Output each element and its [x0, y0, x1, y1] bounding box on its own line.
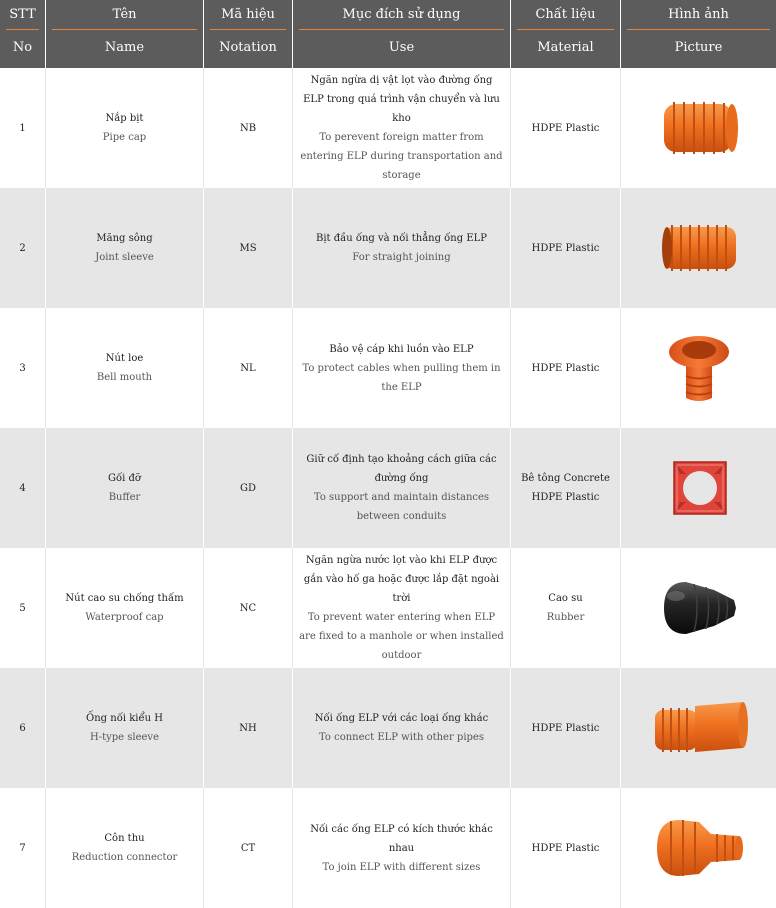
header-notation-vi: Mã hiệu — [221, 7, 275, 22]
row-picture — [621, 668, 776, 788]
header-no-en: No — [12, 40, 33, 55]
row-notation: GD — [204, 428, 293, 548]
row-use — [293, 188, 511, 308]
name-vi: Nắp bịt — [105, 113, 144, 124]
name-en: Waterproof cap — [85, 612, 164, 623]
header-material — [511, 0, 621, 68]
name-vi: Ống nối kiểu H — [86, 713, 163, 724]
row-notation: CT — [204, 788, 293, 908]
row-picture — [621, 188, 776, 308]
name-en: Reduction connector — [71, 852, 178, 863]
material-1: Cao su — [548, 593, 583, 604]
buffer-image — [654, 448, 744, 528]
header-no-vi: STT — [9, 7, 36, 22]
material-2: Rubber — [546, 612, 585, 623]
header-material-vi: Chất liệu — [535, 7, 596, 22]
use-en: To protect cables when pulling them in the ELP — [302, 362, 501, 393]
row-material — [511, 68, 621, 188]
name-en: Bell mouth — [96, 372, 153, 383]
row-notation: MS — [204, 188, 293, 308]
row-use — [293, 428, 511, 548]
name-vi: Côn thu — [104, 833, 145, 844]
row-no: 7 — [0, 788, 46, 908]
name-vi: Gối đỡ — [108, 473, 141, 484]
table-header — [0, 0, 776, 68]
table-row — [0, 68, 776, 188]
use-vi: Giữ cố định tạo khoảng cách giữa các đường ống — [306, 454, 497, 484]
row-material — [511, 428, 621, 548]
name-en: Joint sleeve — [95, 252, 154, 263]
row-picture — [621, 428, 776, 548]
row-no: 6 — [0, 668, 46, 788]
pipe-cap-image — [654, 88, 744, 168]
use-vi: Ngăn ngừa dị vật lọt vào đường ống ELP trong quá trình vận chuyển và lưu kho — [303, 75, 500, 124]
header-notation-en: Notation — [219, 40, 277, 55]
header-use-vi: Mục đích sử dụng — [342, 7, 461, 22]
row-name — [46, 788, 204, 908]
material-1: HDPE Plastic — [531, 242, 600, 254]
material-1: HDPE Plastic — [531, 842, 600, 854]
row-no: 1 — [0, 68, 46, 188]
material-1: HDPE Plastic — [531, 362, 600, 374]
name-vi: Nút cao su chống thấm — [65, 593, 184, 604]
row-material — [511, 788, 621, 908]
reduction-connector-image — [649, 808, 749, 888]
name-en: H-type sleeve — [90, 732, 159, 743]
name-vi: Măng sông — [96, 233, 153, 244]
waterproof-cap-image — [654, 568, 744, 648]
table-row — [0, 788, 776, 908]
row-name — [46, 668, 204, 788]
joint-sleeve-image — [654, 208, 744, 288]
row-use — [293, 788, 511, 908]
row-no: 3 — [0, 308, 46, 428]
header-picture-en: Picture — [674, 40, 723, 55]
header-name — [46, 0, 204, 68]
row-picture — [621, 788, 776, 908]
row-notation: NB — [204, 68, 293, 188]
material-1: Bê tông Concrete — [521, 473, 610, 484]
row-material — [511, 668, 621, 788]
row-name — [46, 308, 204, 428]
row-picture — [621, 68, 776, 188]
row-picture — [621, 548, 776, 668]
row-name — [46, 428, 204, 548]
h-type-sleeve-image — [649, 688, 749, 768]
header-material-en: Material — [537, 40, 594, 55]
table-row — [0, 188, 776, 308]
use-en: To perevent foreign matter from entering ELP during transportation and storage — [300, 132, 503, 181]
use-en: To support and maintain distances between conduits — [313, 492, 490, 522]
row-use — [293, 668, 511, 788]
name-en: Pipe cap — [102, 132, 147, 143]
material-2: HDPE Plastic — [531, 492, 600, 503]
row-use — [293, 308, 511, 428]
use-en: For straight joining — [352, 252, 451, 263]
row-name — [46, 68, 204, 188]
row-material — [511, 548, 621, 668]
bell-mouth-image — [654, 328, 744, 408]
table-row — [0, 308, 776, 428]
header-use-en: Use — [388, 40, 415, 55]
table-row — [0, 668, 776, 788]
use-en: To prevent water entering when ELP are fixed to a manhole or when installed outdoor — [299, 612, 504, 661]
row-material — [511, 308, 621, 428]
table-row — [0, 428, 776, 548]
row-no: 4 — [0, 428, 46, 548]
use-vi: Bảo vệ cáp khi luồn vào ELP — [329, 343, 474, 355]
use-vi: Nối các ống ELP có kích thước khác nhau — [310, 823, 493, 854]
use-vi: Nối ống ELP với các loại ống khác — [314, 713, 489, 724]
row-notation: NH — [204, 668, 293, 788]
row-picture — [621, 308, 776, 428]
use-vi: Ngăn ngừa nước lọt vào khi ELP được gắn vào hố ga hoặc được lắp đặt ngoài trời — [303, 555, 500, 604]
table-row — [0, 548, 776, 668]
use-vi: Bịt đầu ống và nối thẳng ống ELP — [315, 233, 487, 244]
row-name — [46, 188, 204, 308]
header-picture — [621, 0, 776, 68]
row-no: 5 — [0, 548, 46, 668]
name-vi: Nút loe — [105, 353, 144, 364]
header-name-vi: Tên — [112, 7, 137, 22]
row-notation: NL — [204, 308, 293, 428]
row-name — [46, 548, 204, 668]
header-picture-vi: Hình ảnh — [668, 7, 729, 22]
row-use — [293, 548, 511, 668]
use-en: To connect ELP with other pipes — [319, 732, 484, 743]
header-notation — [204, 0, 293, 68]
row-no: 2 — [0, 188, 46, 308]
row-use — [293, 68, 511, 188]
use-en: To join ELP with different sizes — [322, 861, 481, 873]
row-material — [511, 188, 621, 308]
header-use — [293, 0, 511, 68]
header-no — [0, 0, 46, 68]
material-1: HDPE Plastic — [531, 122, 600, 134]
header-name-en: Name — [104, 40, 145, 55]
material-1: HDPE Plastic — [531, 722, 600, 734]
row-notation: NC — [204, 548, 293, 668]
name-en: Buffer — [108, 492, 141, 503]
